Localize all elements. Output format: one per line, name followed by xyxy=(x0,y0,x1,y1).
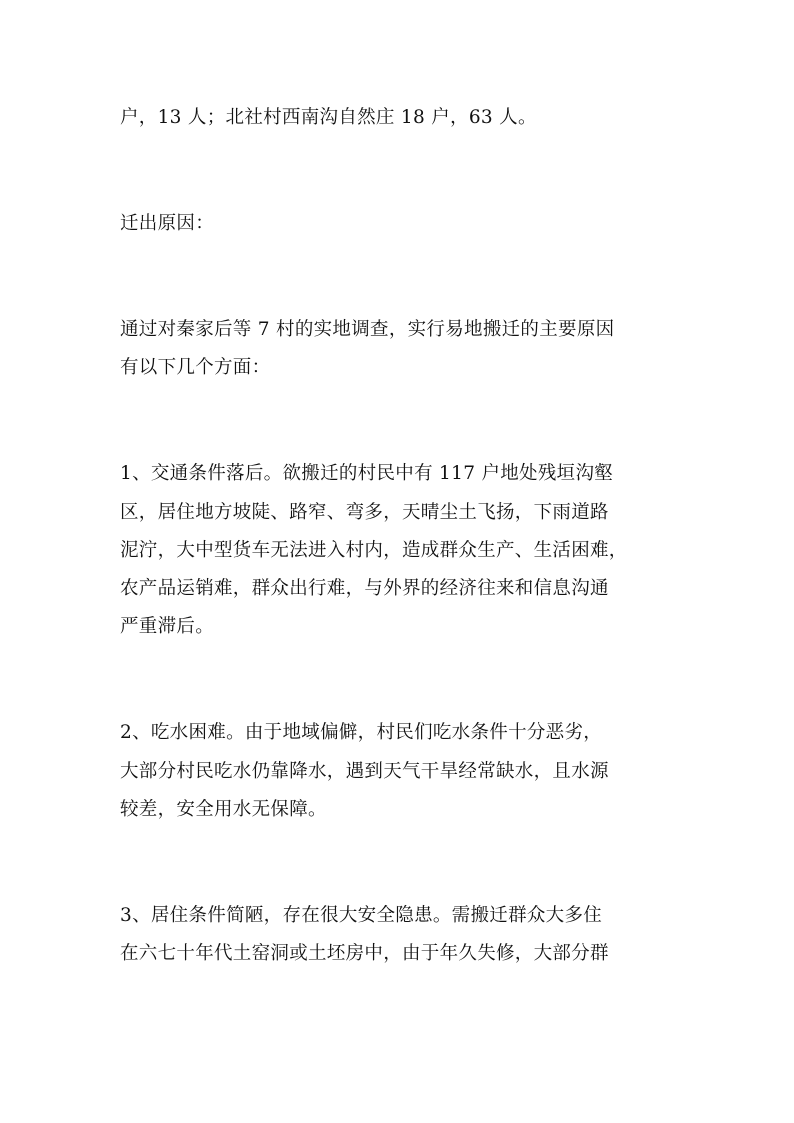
text-line-item1-2: 区，居住地方坡陡、路窄、弯多，天晴尘土飞扬，下雨道路 xyxy=(120,502,609,523)
text-line-item1-1: 1、交通条件落后。欲搬迁的村民中有 117 户地处残垣沟壑 xyxy=(120,463,614,484)
text-line-intro-2: 有以下几个方面： xyxy=(120,357,271,378)
text-line-item2-3: 较差，安全用水无保障。 xyxy=(120,799,327,820)
text-line-item3-1: 3、居住条件简陋，存在很大安全隐患。需搬迁群众大多住 xyxy=(120,905,603,926)
text-line-1: 户，13 人；北社村西南沟自然庄 18 户，63 人。 xyxy=(120,107,537,128)
text-line-item3-2: 在六七十年代土窑洞或土坯房中，由于年久失修，大部分群 xyxy=(120,943,609,964)
section-heading-reasons: 迁出原因： xyxy=(120,213,215,234)
text-line-item2-2: 大部分村民吃水仍靠降水，遇到天气干旱经常缺水，且水源 xyxy=(120,761,609,782)
text-line-item1-4: 农产品运销难，群众出行难，与外界的经济往来和信息沟通 xyxy=(120,578,609,599)
text-line-item2-1: 2、吃水困难。由于地域偏僻，村民们吃水条件十分恶劣， xyxy=(120,722,603,743)
text-line-intro-1: 通过对秦家后等 7 村的实地调查，实行易地搬迁的主要原因 xyxy=(120,319,615,340)
text-line-item1-3: 泥泞，大中型货车无法进入村内，造成群众生产、生活困难， xyxy=(120,540,628,561)
text-line-item1-5: 严重滞后。 xyxy=(120,616,215,637)
